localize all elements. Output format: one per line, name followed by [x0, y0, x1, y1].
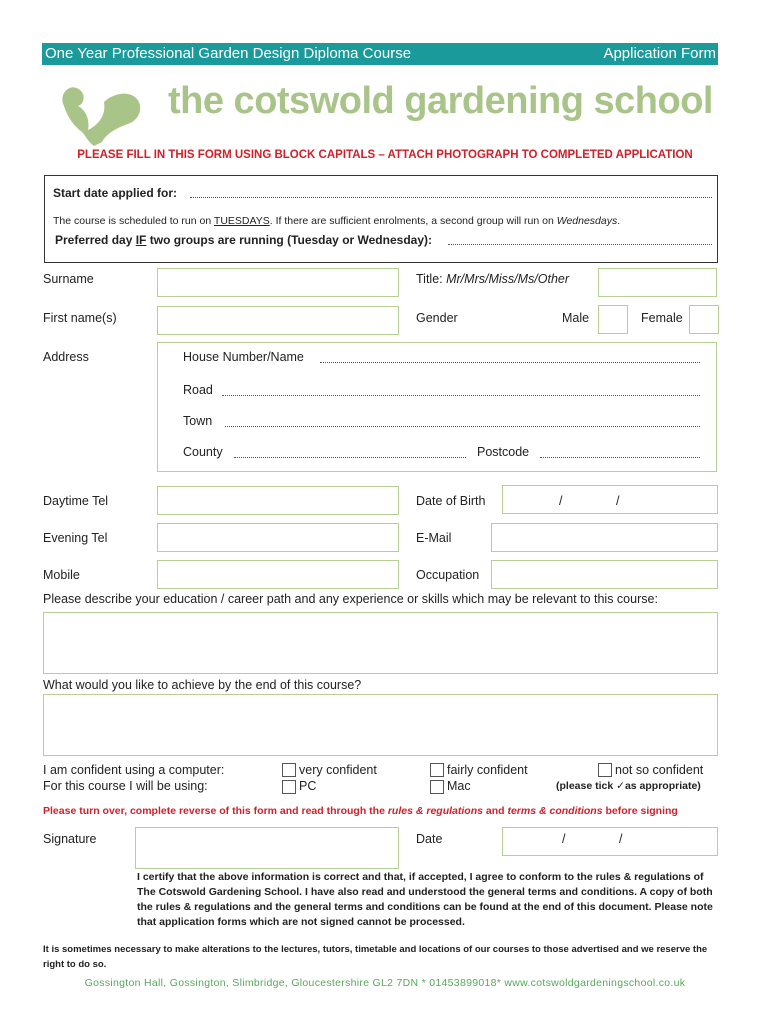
title-input[interactable]	[598, 268, 717, 297]
male-checkbox[interactable]	[598, 305, 628, 334]
mobile-input[interactable]	[157, 560, 399, 589]
start-date-line[interactable]	[190, 197, 712, 198]
email-input[interactable]	[491, 523, 718, 552]
fill-notice: PLEASE FILL IN THIS FORM USING BLOCK CAPITALS – ATTACH PHOTOGRAPH TO COMPLETED APPLICATION	[77, 149, 693, 161]
tick-instruction: (please tick ✓as appropriate)	[556, 780, 701, 792]
experience-textarea[interactable]	[43, 612, 718, 674]
mac-checkbox[interactable]	[430, 780, 444, 794]
course-title: One Year Professional Garden Design Diploma Course	[45, 45, 412, 62]
certification-text: I certify that the above information is correct and that, if accepted, I agree to conform to the rules & regulations of The Cotswold Gardening School. I have also read and understood the general terms and conditions. A copy of both the rules & regulations and the general terms and conditions can be found at the end of this document. Please note that application forms which are not signed cannot be processed.	[137, 871, 713, 928]
confidence-label: I am confident using a computer:	[43, 763, 225, 777]
turn-over-notice: Please turn over, complete reverse of this form and read through the rules & regulations and terms & conditions before signing	[43, 805, 678, 817]
evening-tel-input[interactable]	[157, 523, 399, 552]
daytime-tel-input[interactable]	[157, 486, 399, 515]
very-confident-label: very confident	[299, 763, 377, 777]
dob-slash-1: /	[559, 494, 563, 508]
road-line[interactable]	[222, 395, 700, 396]
signature-input[interactable]	[135, 827, 399, 869]
form-title: Application Form	[603, 45, 716, 62]
dob-input[interactable]	[502, 485, 718, 514]
address-label: Address	[43, 350, 89, 364]
dob-slash-2: /	[616, 494, 620, 508]
occupation-label: Occupation	[416, 568, 480, 582]
first-name-input[interactable]	[157, 306, 399, 335]
male-label: Male	[562, 311, 590, 325]
course-schedule-info: The course is scheduled to run on TUESDAYS. If there are sufficient enrolments, a second group will run on Wednesdays.	[53, 215, 621, 227]
signature-label: Signature	[43, 832, 97, 846]
road-label: Road	[183, 383, 213, 397]
occupation-input[interactable]	[491, 560, 718, 589]
goals-question: What would you like to achieve by the end of this course?	[43, 678, 362, 692]
date-label: Date	[416, 832, 443, 846]
squirrel-icon	[56, 76, 148, 148]
postcode-label: Postcode	[477, 445, 530, 459]
email-label: E-Mail	[416, 531, 452, 545]
pc-label: PC	[299, 779, 317, 793]
house-label: House Number/Name	[183, 350, 304, 364]
postcode-line[interactable]	[540, 457, 700, 458]
town-label: Town	[183, 414, 213, 428]
date-slash-2: /	[619, 832, 623, 846]
female-checkbox[interactable]	[689, 305, 719, 334]
date-slash-1: /	[562, 832, 566, 846]
gender-label: Gender	[416, 311, 458, 325]
title-label: Title: Mr/Mrs/Miss/Ms/Other	[416, 272, 570, 286]
female-label: Female	[641, 311, 683, 325]
not-confident-label: not so confident	[615, 763, 704, 777]
first-name-label: First name(s)	[43, 311, 117, 325]
county-line[interactable]	[234, 457, 466, 458]
surname-input[interactable]	[157, 268, 399, 297]
town-line[interactable]	[225, 426, 700, 427]
daytime-tel-label: Daytime Tel	[43, 494, 109, 508]
county-label: County	[183, 445, 223, 459]
surname-label: Surname	[43, 272, 94, 286]
alterations-note: It is sometimes necessary to make alterations to the lectures, tutors, timetable and locations of our courses to those advertised and we reserve the right to do so.	[43, 944, 708, 970]
pc-checkbox[interactable]	[282, 780, 296, 794]
fairly-confident-label: fairly confident	[447, 763, 528, 777]
very-confident-checkbox[interactable]	[282, 763, 296, 777]
fairly-confident-checkbox[interactable]	[430, 763, 444, 777]
check-icon: ✓	[616, 780, 625, 792]
mobile-label: Mobile	[43, 568, 80, 582]
evening-tel-label: Evening Tel	[43, 531, 108, 545]
school-name: the cotswold gardening school	[168, 80, 713, 122]
date-input[interactable]	[502, 827, 718, 856]
preferred-day-line[interactable]	[448, 244, 712, 245]
house-line[interactable]	[320, 362, 700, 363]
start-date-label: Start date applied for:	[53, 186, 178, 200]
not-confident-checkbox[interactable]	[598, 763, 612, 777]
experience-question: Please describe your education / career path and any experience or skills which may be relevant to this course:	[43, 592, 658, 606]
goals-textarea[interactable]	[43, 694, 718, 756]
preferred-day-label: Preferred day IF two groups are running (Tuesday or Wednesday):	[55, 233, 432, 247]
dob-label: Date of Birth	[416, 494, 486, 508]
mac-label: Mac	[447, 779, 471, 793]
using-label: For this course I will be using:	[43, 779, 208, 793]
header-bar	[42, 43, 718, 65]
footer-address: Gossington Hall, Gossington, Slimbridge, Gloucestershire GL2 7DN * 01453899018* www.cotswoldgardeningschool.co.uk	[84, 977, 686, 989]
